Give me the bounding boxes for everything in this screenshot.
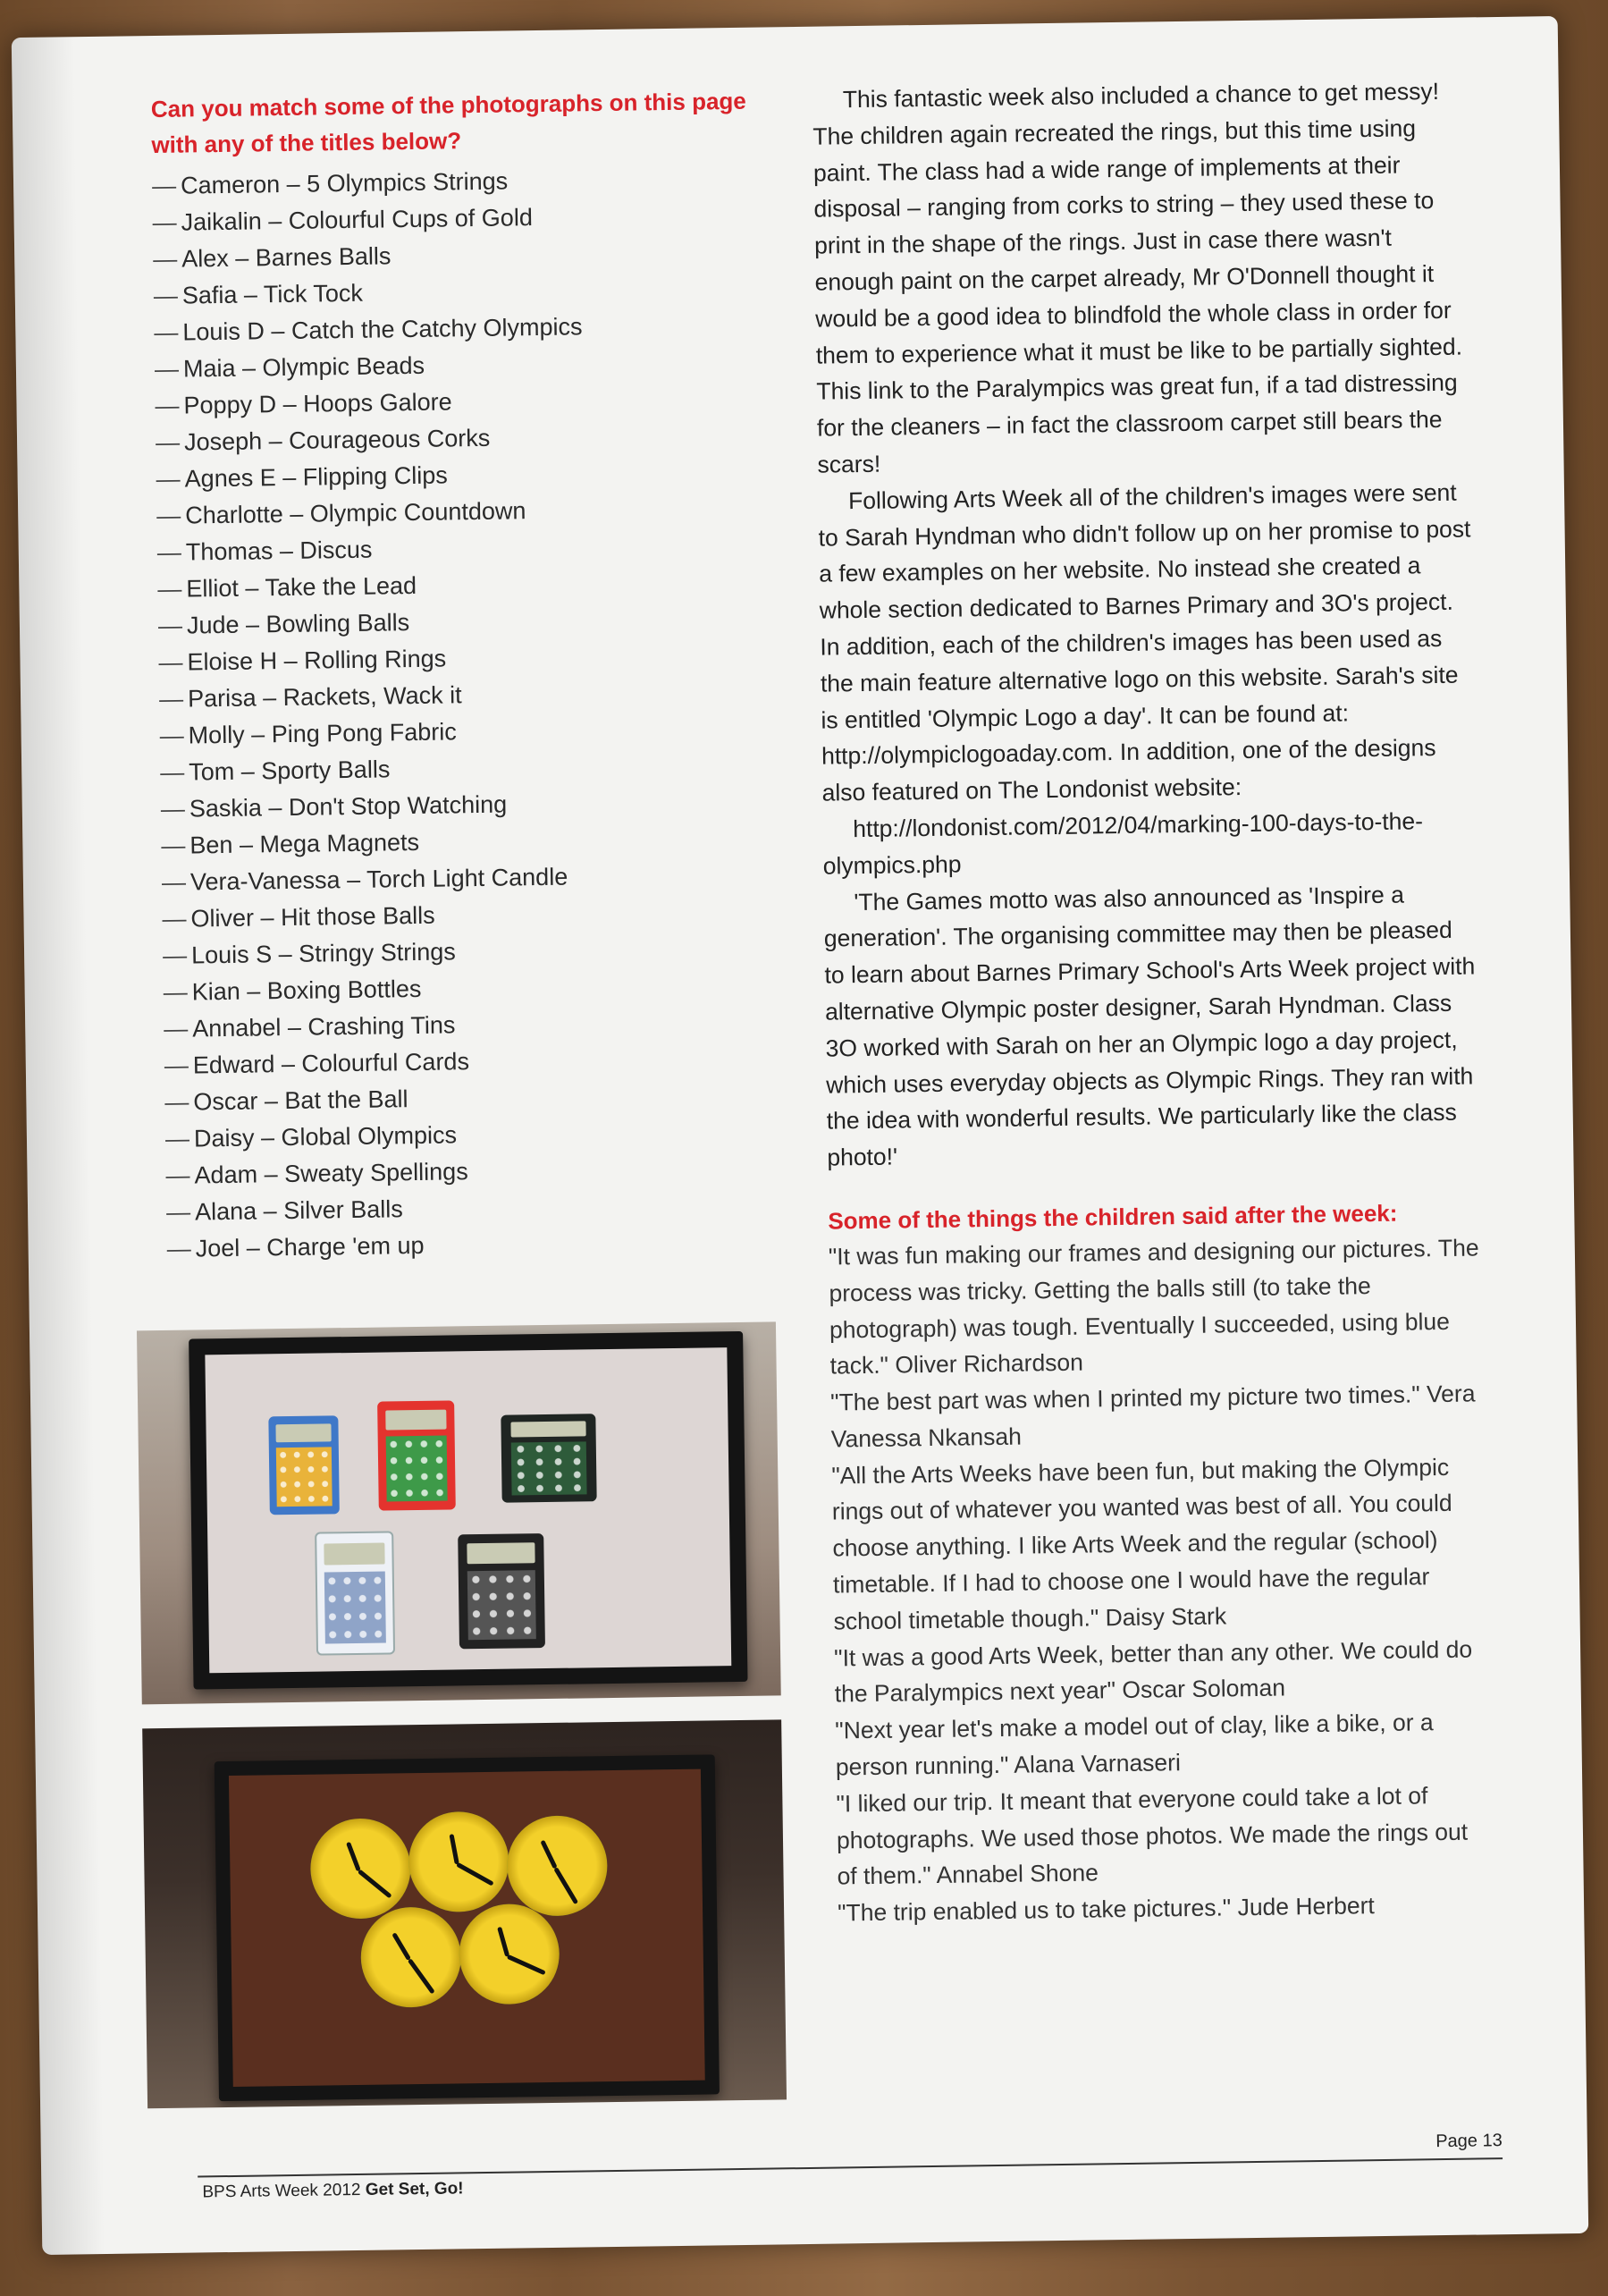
list-item: — Maia – Olympic Beads xyxy=(154,351,425,383)
quote: "I liked our trip. It meant that everyone could take a lot of photographs. We used those photos. We made the rings out of them." Annabel Shone xyxy=(836,1782,1469,1890)
list-item: — Louis D – Catch the Catchy Olympics xyxy=(154,313,583,347)
magazine-page xyxy=(12,16,1588,2255)
list-item: — Saskia – Don't Stop Watching xyxy=(160,790,508,823)
list-item: — Daisy – Global Olympics xyxy=(164,1121,458,1152)
list-item: — Oliver – Hit those Balls xyxy=(162,901,435,933)
list-item: — Eloise H – Rolling Rings xyxy=(158,645,447,676)
list-item: — Jaikalin – Colourful Cups of Gold xyxy=(152,204,534,237)
list-item: — Joseph – Courageous Corks xyxy=(155,424,491,456)
matching-heading: Can you match some of the photographs on this page with any of the titles below? xyxy=(150,87,746,159)
clock-icon xyxy=(507,1815,609,1917)
list-item: — Joel – Charge 'em up xyxy=(166,1231,425,1262)
page-number: Page 13 xyxy=(1435,2131,1503,2152)
footer-divider xyxy=(198,2157,1503,2177)
right-column xyxy=(812,73,1491,1932)
list-item: — Jude – Bowling Balls xyxy=(157,609,410,639)
list-item: — Alana – Silver Balls xyxy=(165,1195,403,1226)
quote: "All the Arts Weeks have been fun, but making the Olympic rings out of whatever you wanted was best of all. You could choose anything. I like Arts Week and the regular (school) timetable. If I had to choose one I would have the regular school timetable though." Daisy Stark xyxy=(831,1453,1452,1635)
list-item: — Oscar – Bat the Ball xyxy=(164,1085,408,1116)
quote: "It was fun making our frames and designing our pictures. The process was tricky. Getting the balls still (to take the photograph) was tough. Eventually I succeeded, using blue tack." Oliver Richardson xyxy=(828,1234,1479,1380)
calculator-blue xyxy=(268,1415,340,1515)
list-item: — Louis S – Stringy Strings xyxy=(162,938,456,969)
list-item: — Adam – Sweaty Spellings xyxy=(165,1158,468,1189)
list-item: — Charlotte – Olympic Countdown xyxy=(156,497,526,529)
clock-icon xyxy=(408,1811,510,1913)
left-column xyxy=(151,82,793,1268)
quote: "The best part was when I printed my picture two times." Vera Vanessa Nkansah xyxy=(829,1380,1476,1453)
calculators-photo xyxy=(137,1321,781,1704)
list-item: — Poppy D – Hoops Galore xyxy=(155,388,452,419)
picture-frame xyxy=(189,1331,747,1690)
footer-tagline: Get Set, Go! xyxy=(365,2179,464,2199)
list-item: — Annabel – Crashing Tins xyxy=(164,1011,456,1042)
children-said-heading: Some of the things the children said after the week: xyxy=(828,1199,1398,1235)
calculator-white xyxy=(315,1531,395,1655)
footer-publication: BPS Arts Week 2012 Get Set, Go! xyxy=(202,2179,464,2202)
list-item: — Ben – Mega Magnets xyxy=(161,828,420,859)
list-item: — Kian – Boxing Bottles xyxy=(163,975,422,1006)
clock-icon xyxy=(459,1903,560,2005)
list-item: — Safia – Tick Tock xyxy=(153,279,364,310)
quote: "The trip enabled us to take pictures." Jude Herbert xyxy=(837,1892,1375,1927)
quote: "Next year let's make a model out of clay, like a bike, or a person running." Alana Varnaseri xyxy=(835,1709,1434,1781)
clock-icon xyxy=(360,1906,462,2008)
clock-icon xyxy=(310,1818,412,1920)
calculator-red xyxy=(377,1400,456,1510)
paragraph-following: Following Arts Week all of the children's images were sent to Sarah Hyndman who didn't follow up on her promise to post a few examples on her website. No instead she created a whole section dedicated to Barnes Primary and 3O's project. In addition, each of the children's images has been used as the main feature alternative logo on this website. Sarah's site is entitled 'Olympic Logo a day'. It can be found at: http://olympiclogoaday.com. In addition, one of the designs also featured on The Londonist website: xyxy=(818,478,1471,806)
list-item: — Parisa – Rackets, Wack it xyxy=(158,681,462,713)
calculator-black xyxy=(458,1533,545,1649)
list-item: — Thomas – Discus xyxy=(156,536,373,566)
list-item: — Vera-Vanessa – Torch Light Candle xyxy=(161,863,568,896)
picture-frame xyxy=(215,1754,720,2101)
list-item: — Agnes E – Flipping Clips xyxy=(156,461,449,493)
list-item: — Cameron – 5 Olympics Strings xyxy=(151,167,509,200)
paragraph-messy: This fantastic week also included a chance to get messy! The children again recreated the rings, but this time using paint. The class had a wide range of implements at their disposal – ranging from corks to string – they used these to print in the shape of the rings. Just in case there wasn't enough paint on the carpet already, Mr O'Donnell thought it would be a good idea to blindfold the whole class in order for them to experience what it must be like to be partially sighted. This link to the Paralympics was great fun, if a tad distressing for the cleaners – in fact the classroom carpet still bears the scars! xyxy=(812,77,1463,478)
list-item: — Molly – Ping Pong Fabric xyxy=(159,718,458,749)
clocks-photo xyxy=(142,1719,787,2108)
title-list xyxy=(152,159,793,1268)
paragraph-games-motto: 'The Games motto was also announced as 'Inspire a generation'. The organising committee may then be pleased to learn about Barnes Primary School's Arts Week project with alternative Olympic poster designer, Sarah Hyndman. Class 3O worked with Sarah on her an Olympic logo a day project, which uses everyday objects as Olympic Rings. They ran with the idea with wonderful results. We particularly like the class photo!' xyxy=(823,881,1476,1171)
calculator-dark-green xyxy=(501,1414,596,1502)
list-item: — Elliot – Take the Lead xyxy=(157,571,417,603)
quote: "It was a good Arts Week, better than any other. We could do the Paralympics next year" Oscar Soloman xyxy=(833,1635,1473,1708)
list-item: — Edward – Colourful Cards xyxy=(164,1048,470,1079)
list-item: — Alex – Barnes Balls xyxy=(153,242,391,274)
list-item: — Tom – Sporty Balls xyxy=(160,755,391,786)
londonist-link: http://londonist.com/2012/04/marking-100-days-to-the-olympics.php xyxy=(822,807,1424,880)
